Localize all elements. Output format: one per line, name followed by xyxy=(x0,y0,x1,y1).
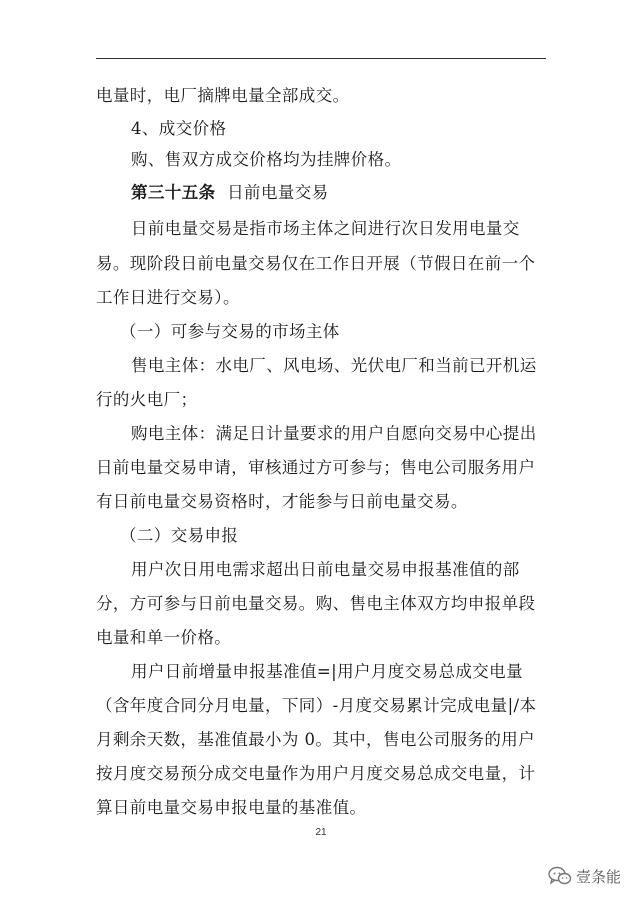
wechat-logo-icon xyxy=(548,865,572,887)
article-number: 第三十五条 xyxy=(131,183,216,202)
article-heading xyxy=(131,181,601,205)
text-line: 用户日前增量申报基准值=|用户月度交易总成交电量 xyxy=(131,662,523,681)
text-line: 电量时，电厂摘牌电量全部成交。 xyxy=(96,86,350,105)
text-line: 月剩余天数，基准值最小为 0。其中，售电公司服务的用户 xyxy=(96,730,536,749)
subsection-heading: （一）可参与交易的市场主体 xyxy=(120,322,340,341)
watermark xyxy=(548,864,621,888)
text-line: 用户次日用电需求超出日前电量交易申报基准值的部 xyxy=(131,560,520,579)
article-title: 日前电量交易 xyxy=(227,183,329,202)
text-line: 售电主体：水电厂、风电场、光伏电厂和当前已开机运 xyxy=(131,356,537,375)
text-line: 按月度交易预分成交电量作为用户月度交易总成交电量，计 xyxy=(96,764,536,783)
text-line: 分，方可参与日前电量交易。购、售电主体双方均申报单段 xyxy=(96,594,536,613)
text-line: 日前电量交易是指市场主体之间进行次日发用电量交 xyxy=(131,219,520,238)
text-line: 电量和单一价格。 xyxy=(96,628,232,647)
page-number: 21 xyxy=(315,827,327,838)
text-line: 日前电量交易申请，审核通过方可参与；售电公司服务用户 xyxy=(96,458,536,477)
text-line: 购、售双方成交价格均为挂牌价格。 xyxy=(131,150,402,169)
text-line: 购电主体：满足日计量要求的用户自愿向交易中心提出 xyxy=(131,424,537,443)
text-line: 易。现阶段日前电量交易仅在工作日开展（节假日在前一个 xyxy=(96,254,536,273)
watermark-text: 壹条能 xyxy=(576,867,622,886)
section-heading: 4、成交价格 xyxy=(131,119,227,138)
header-rule xyxy=(96,58,546,59)
text-line: 算日前电量交易申报电量的基准值。 xyxy=(96,798,367,817)
text-line: （含年度合同分月电量，下同）-月度交易累计完成电量|/本 xyxy=(96,696,537,715)
subsection-heading: （二）交易申报 xyxy=(120,526,239,545)
text-line: 有日前电量交易资格时，才能参与日前电量交易。 xyxy=(96,492,468,511)
text-line: 行的火电厂； xyxy=(96,390,198,409)
text-line: 工作日进行交易）。 xyxy=(96,288,240,307)
